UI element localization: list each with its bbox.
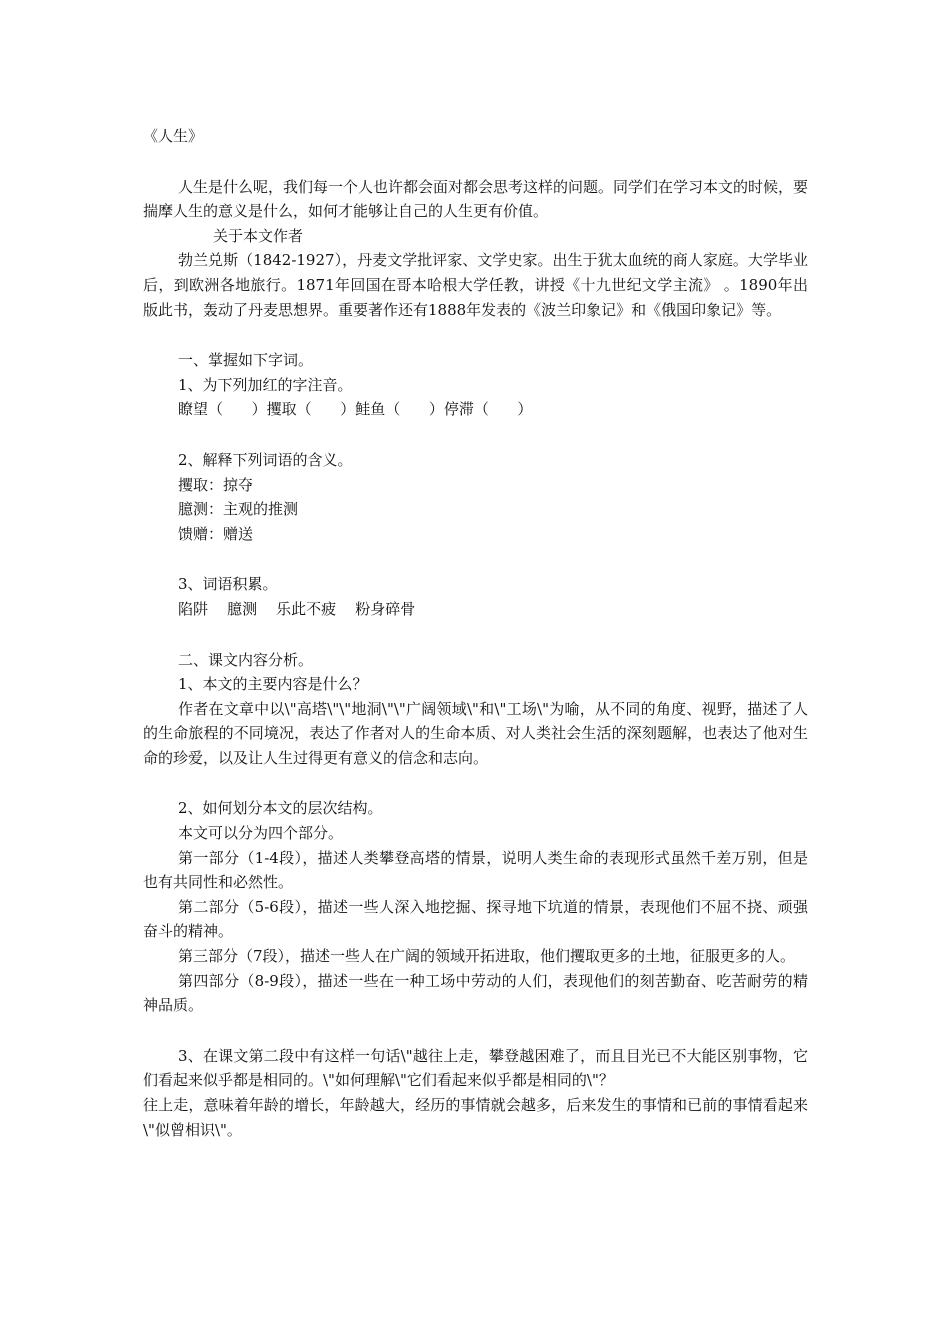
author-paragraph: 勃兰兑斯（1842-1927），丹麦文学批评家、文学史家。出生于犹太血统的商人家庭。大学毕业后，到欧洲各地旅行。1871年回国在哥本哈根大学任教，讲授《十九世纪文学主流》 。1890年出版此书，轰动了丹麦思想界。重要著作还有1888年发表的《波兰印象记》和《俄国印象记》等。	[143, 251, 808, 319]
section2-q2: 2、如何划分本文的层次结构。	[178, 799, 383, 818]
section1-q2-item: 臆测：主观的推测	[178, 500, 299, 519]
section1-q3: 3、词语积累。	[178, 575, 278, 594]
section1-q2-item: 馈赠：赠送	[178, 524, 254, 543]
section2-a2-part: 第四部分（8-9段），描述一些在一种工场中劳动的人们，表现他们的刻苦勤奋、吃苦耐劳的精神品质。	[143, 971, 808, 1015]
document-body	[143, 124, 808, 1142]
section2-a2-part: 第三部分（7段），描述一些人在广阔的领域开拓进取，他们攫取更多的土地，征服更多的人。	[178, 947, 796, 966]
section2-a1: 作者在文章中以\"高塔\"\"地洞\"\"广阔领域\"和\"工场\"为喻，从不同的角度、视野，描述了人的生命旅程的不同境况，表达了作者对人的生命本质、对人类社会生活的深刻题解，也表达了他对生命的珍爱，以及让人生过得更有意义的信念和志向。	[143, 699, 808, 767]
section2-a2-part: 第二部分（5-6段），描述一些人深入地挖掘、探寻地下坑道的情景，表现他们不屈不挠、顽强奋斗的精神。	[143, 897, 808, 941]
section1-q2: 2、解释下列词语的含义。	[178, 450, 353, 469]
intro-paragraph: 人生是什么呢，我们每一个人也许都会面对都会思考这样的问题。同学们在学习本文的时候，要揣摩人生的意义是什么，如何才能够让自己的人生更有价值。	[143, 177, 809, 221]
section2-q1: 1、本文的主要内容是什么？	[178, 675, 368, 694]
section1-q1-items: 瞭望（ ）攫取（ ）鲑鱼（ ）停滞（ ）	[178, 400, 533, 419]
section2-a2-part: 第一部分（1-4段），描述人类攀登高塔的情景，说明人类生命的表现形式虽然千差万别，但是也有共同性和必然性。	[143, 848, 808, 892]
section2-a3: 往上走，意味着年龄的增长，年龄越大，经历的事情就会越多，后来发生的事情和已前的事情看起来\"似曾相识\"。	[143, 1096, 808, 1139]
section1-q1: 1、为下列加红的字注音。	[178, 375, 353, 394]
section1-heading: 一、掌握如下字词。	[178, 351, 314, 370]
section2-q3: 3、在课文第二段中有这样一句话\"越往上走，攀登越困难了，而且目光已不大能区别事物，它们看起来似乎都是相同的。\"如何理解\"它们看起来似乎都是相同的\"？	[143, 1046, 808, 1090]
section1-q3-items: 陷阱 臆测 乐此不疲 粉身碎骨	[178, 599, 416, 618]
section1-q2-item: 攫取：掠夺	[178, 475, 254, 494]
author-heading: 关于本文作者	[213, 226, 304, 245]
section2-a2-intro: 本文可以分为四个部分。	[178, 824, 344, 843]
section2-heading: 二、课文内容分析。	[178, 650, 314, 669]
document-title: 《人生》	[143, 127, 204, 145]
